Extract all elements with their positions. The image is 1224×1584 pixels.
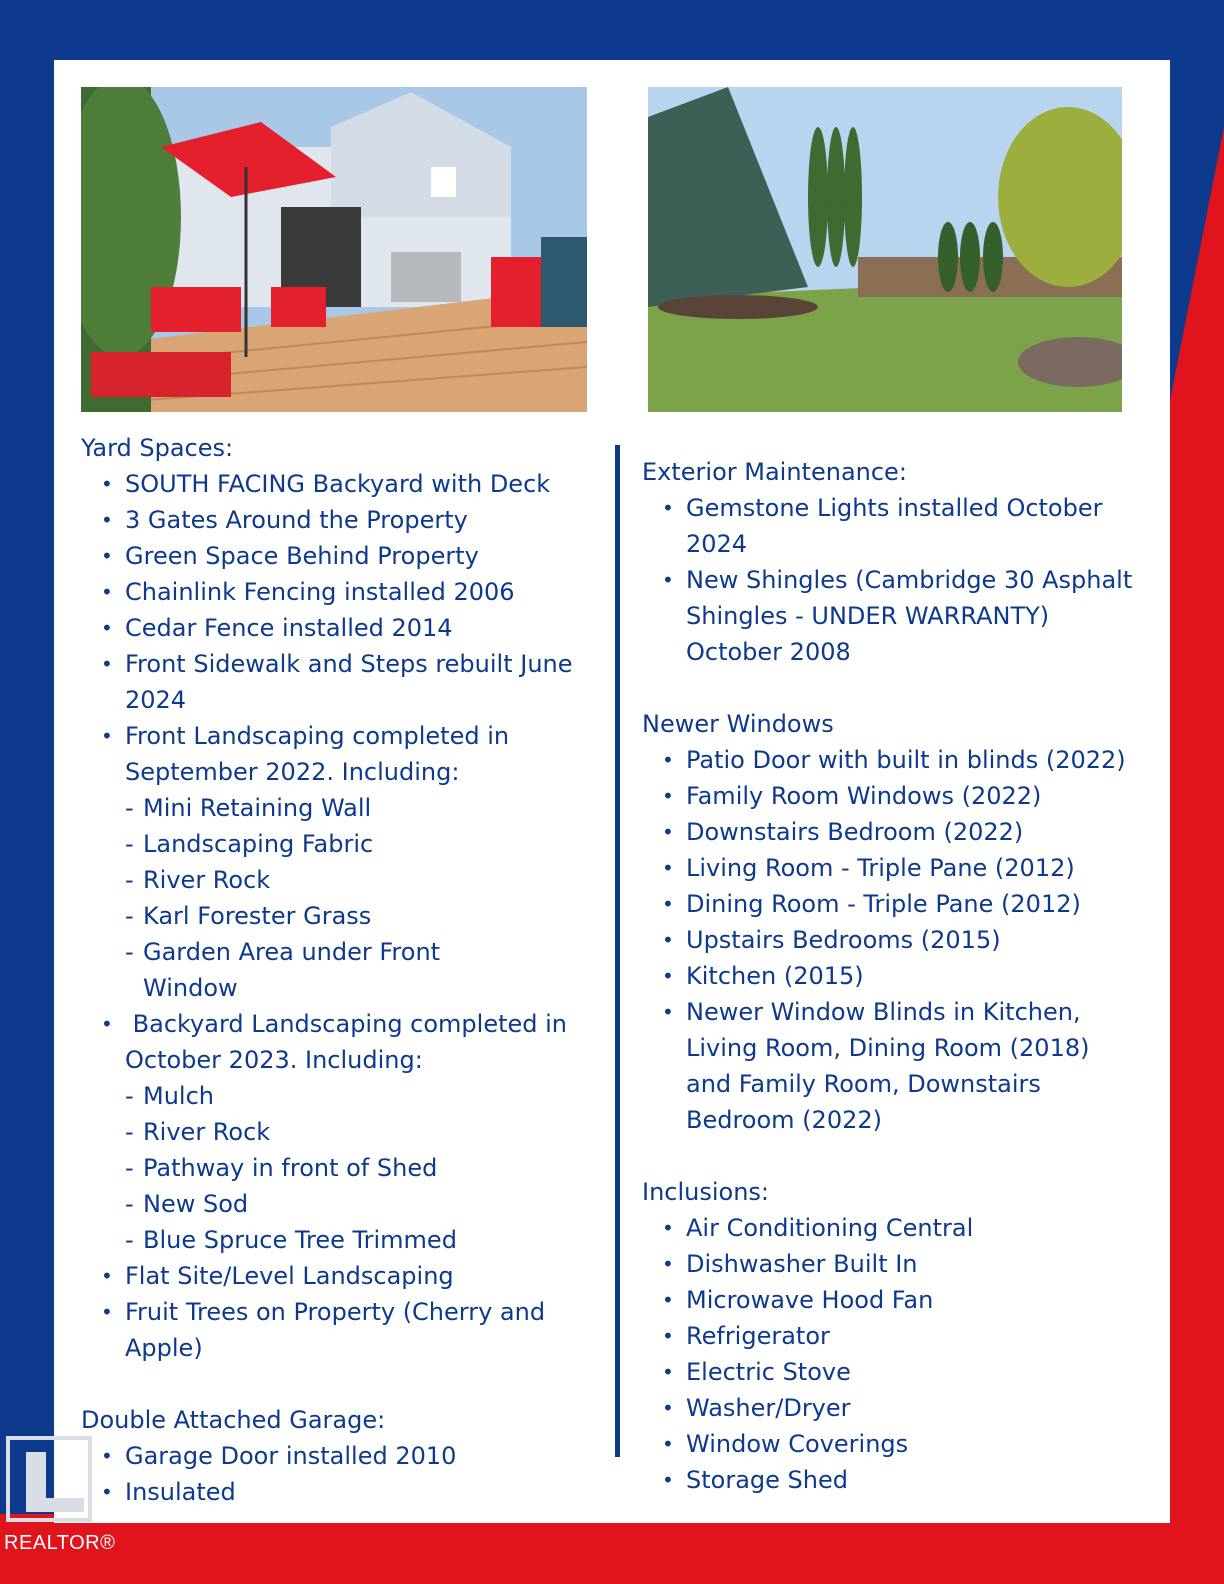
list-item: • Insulated bbox=[125, 1474, 591, 1510]
list-item: • Backyard Landscaping completed in October 2023. Including: bbox=[125, 1006, 591, 1078]
sub-list-item: - Mini Retaining Wall bbox=[125, 794, 372, 822]
inclusions-heading: Inclusions: bbox=[642, 1178, 770, 1206]
inclusions-list bbox=[642, 1210, 1142, 1498]
sub-list-item: - Blue Spruce Tree Trimmed bbox=[125, 1226, 457, 1254]
list-item: • Front Landscaping completed in September 2022. Including: bbox=[125, 718, 591, 790]
list-item: • Newer Window Blinds in Kitchen, Living Room, Dining Room (2018) and Family Room, Downstairs Bedroom (2022) bbox=[686, 994, 1142, 1138]
list-item: • Storage Shed bbox=[686, 1462, 1142, 1498]
list-item: • Cedar Fence installed 2014 bbox=[125, 610, 591, 646]
list-item: • Dishwasher Built In bbox=[686, 1246, 1142, 1282]
garage-heading: Double Attached Garage: bbox=[81, 1406, 386, 1434]
list-item: • SOUTH FACING Backyard with Deck bbox=[125, 466, 591, 502]
list-item: • Green Space Behind Property bbox=[125, 538, 591, 574]
list-item: • Garage Door installed 2010 bbox=[125, 1438, 591, 1474]
yard-spaces-heading: Yard Spaces: bbox=[81, 434, 234, 462]
realtor-logo bbox=[2, 1432, 116, 1554]
exterior-list bbox=[642, 490, 1142, 670]
list-item: • Living Room - Triple Pane (2012) bbox=[686, 850, 1142, 886]
list-item: • Upstairs Bedrooms (2015) bbox=[686, 922, 1142, 958]
sub-list-item: - New Sod bbox=[125, 1190, 249, 1218]
list-item: • New Shingles (Cambridge 30 Asphalt Shingles - UNDER WARRANTY) October 2008 bbox=[686, 562, 1142, 670]
sub-list-item: - Karl Forester Grass bbox=[125, 902, 372, 930]
lawn-photo bbox=[648, 87, 1122, 412]
realtor-logo-text: REALTOR® bbox=[4, 1532, 116, 1554]
list-item: • Patio Door with built in blinds (2022) bbox=[686, 742, 1142, 778]
list-item: • Air Conditioning Central bbox=[686, 1210, 1142, 1246]
list-item: • Kitchen (2015) bbox=[686, 958, 1142, 994]
list-item: • Gemstone Lights installed October 2024 bbox=[686, 490, 1142, 562]
sub-list-item: - Garden Area under Front Window bbox=[125, 938, 441, 1002]
list-item: • Flat Site/Level Landscaping bbox=[125, 1258, 591, 1294]
list-item: • Front Sidewalk and Steps rebuilt June 2024 bbox=[125, 646, 591, 718]
deck-photo-illustration bbox=[81, 87, 587, 412]
sub-list-item: - Mulch bbox=[125, 1082, 214, 1110]
list-item: • Downstairs Bedroom (2022) bbox=[686, 814, 1142, 850]
sub-list-item: - River Rock bbox=[125, 1118, 271, 1146]
list-item: • Window Coverings bbox=[686, 1426, 1142, 1462]
realtor-logo-icon bbox=[6, 1436, 92, 1522]
list-item: • Family Room Windows (2022) bbox=[686, 778, 1142, 814]
list-item: • Refrigerator bbox=[686, 1318, 1142, 1354]
sub-list-item: - River Rock bbox=[125, 866, 271, 894]
exterior-heading: Exterior Maintenance: bbox=[642, 458, 907, 486]
right-column bbox=[642, 454, 1142, 1498]
windows-heading: Newer Windows bbox=[642, 710, 834, 738]
content-card bbox=[54, 60, 1170, 1523]
list-item: • 3 Gates Around the Property bbox=[125, 502, 591, 538]
list-item: • Fruit Trees on Property (Cherry and Apple) bbox=[125, 1294, 591, 1366]
lawn-photo-illustration bbox=[648, 87, 1122, 412]
list-item: • Microwave Hood Fan bbox=[686, 1282, 1142, 1318]
yard-spaces-list bbox=[81, 466, 591, 1366]
list-item: • Electric Stove bbox=[686, 1354, 1142, 1390]
windows-list bbox=[642, 742, 1142, 1138]
list-item: • Dining Room - Triple Pane (2012) bbox=[686, 886, 1142, 922]
deck-photo bbox=[81, 87, 587, 412]
sub-list-item: - Pathway in front of Shed bbox=[125, 1154, 438, 1182]
sub-list-item: - Landscaping Fabric bbox=[125, 830, 374, 858]
list-item: • Washer/Dryer bbox=[686, 1390, 1142, 1426]
red-bottom-band bbox=[0, 1514, 1224, 1584]
column-divider bbox=[615, 445, 620, 1457]
list-item: • Chainlink Fencing installed 2006 bbox=[125, 574, 591, 610]
garage-list bbox=[81, 1438, 591, 1510]
left-column bbox=[81, 430, 591, 1510]
